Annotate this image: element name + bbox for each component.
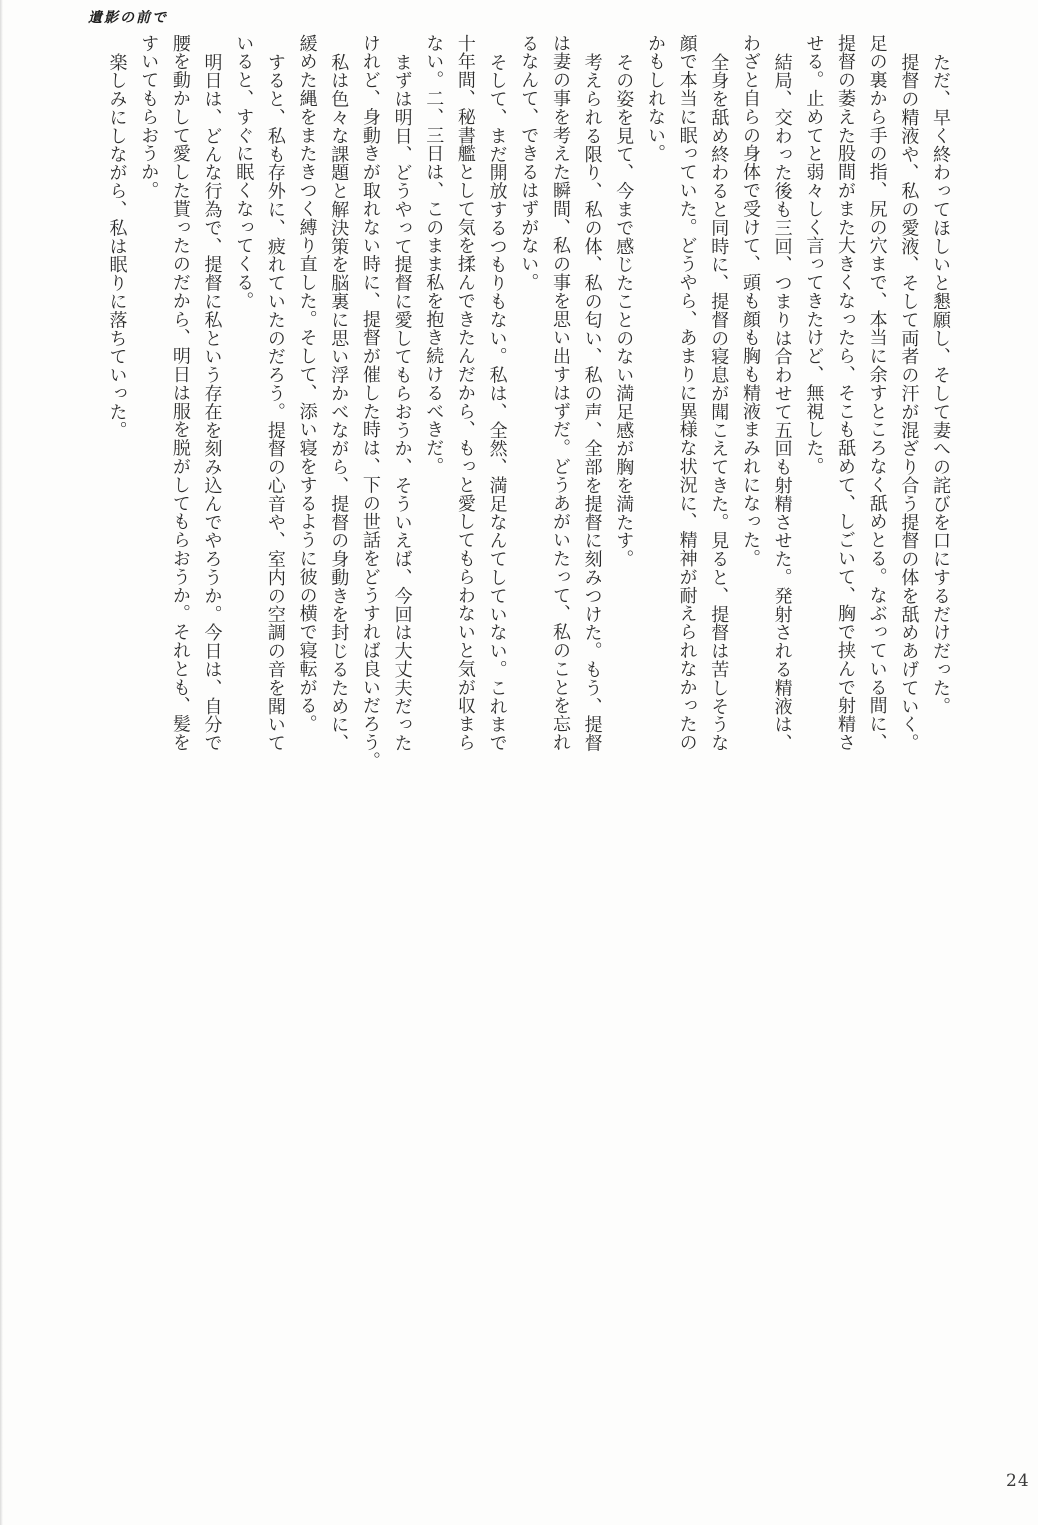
text-line: るなんて、できるはずがない。 [518,34,540,292]
text-line: 緩めた縄をまたきつく縛り直した。そして、添い寝をするように彼の横で寝転がる。 [296,34,318,734]
text-line: は妻の事を考えた瞬間、私の事を思い出すはずだ。どうあがいたって、私のことを忘れ [549,34,571,752]
scan-edge-shadow [0,0,3,1525]
text-line: 私は色々な課題と解決策を脳裏に思い浮かべながら、提督の身動きを封じるために、 [328,52,350,753]
text-line: せる。止めてと弱々しく言ってきたけど、無視した。 [803,34,825,476]
text-line: 提督の萎えた股間がまた大きくなったら、そこも舐めて、しごいて、胸で挟んで射精さ [834,34,856,752]
page-number: 24 [1006,1471,1030,1491]
text-line: いると、すぐに眠くなってくる。 [233,34,255,310]
text-line: 結局、交わった後も三回、つまりは合わせて五回も射精させた。発射される精液は、 [771,52,793,753]
text-line: その姿を見て、今まで感じたことのない満足感が胸を満たす。 [613,52,635,569]
text-line: わざと自らの身体で受けて、頭も顔も胸も精液まみれになった。 [739,34,761,568]
page-header-title: 遺影の前で [88,10,168,26]
text-line: まずは明日、どうやって提督に愛してもらおうか、そういえば、今回は大丈夫だった [391,52,413,753]
text-line: ない。二、三日は、このまま私を抱き続けるべきだ。 [423,34,445,476]
text-line: 考えられる限り、私の体、私の匂い、私の声、全部を提督に刻みつけた。もう、提督 [581,52,603,753]
text-line: 足の裏から手の指、尻の穴まで、本当に余すところなく舐めとる。なぶっている間に、 [866,34,888,752]
text-line: けれど、身動きが取れない時に、提督が催した時は、下の世話をどうすれば良いだろう。 [359,34,381,770]
text-line: すると、私も存外に、疲れていたのだろう。提督の心音や、室内の空調の音を聞いて [264,52,286,753]
text-line: すいてもらおうか。 [138,34,160,200]
text-line: 楽しみにしながら、私は眠りに落ちていった。 [106,52,128,440]
text-line: かもしれない。 [644,34,666,163]
body-text-block [90,34,956,770]
text-line: 顔で本当に眠っていた。どうやら、あまりに異様な状況に、精神が耐えられなかったの [676,34,698,752]
text-line: 明日は、どんな行為で、提督に私という存在を刻み込んでやろうか。今日は、自分で [201,52,223,753]
text-line: ただ、早く終わってほしいと懇願し、そして妻への詫びを口にするだけだった。 [930,52,951,716]
text-line: 全身を舐め終わると同時に、提督の寝息が聞こえてきた。見ると、提督は苦しそうな [708,52,730,753]
text-line: 十年間、秘書艦として気を揉んできたんだから、もっと愛してもらわないと気が収まら [454,34,476,752]
text-line: そして、まだ開放するつもりもない。私は、全然、満足なんてしていない。これまで [486,52,508,753]
text-line: 腰を動かして愛した貰ったのだから、明日は服を脱がしてもらおうか。それとも、髪を [169,34,191,752]
text-line: 提督の精液や、私の愛液、そして両者の汗が混ざり合う提督の体を舐めあげていく。 [898,52,920,753]
